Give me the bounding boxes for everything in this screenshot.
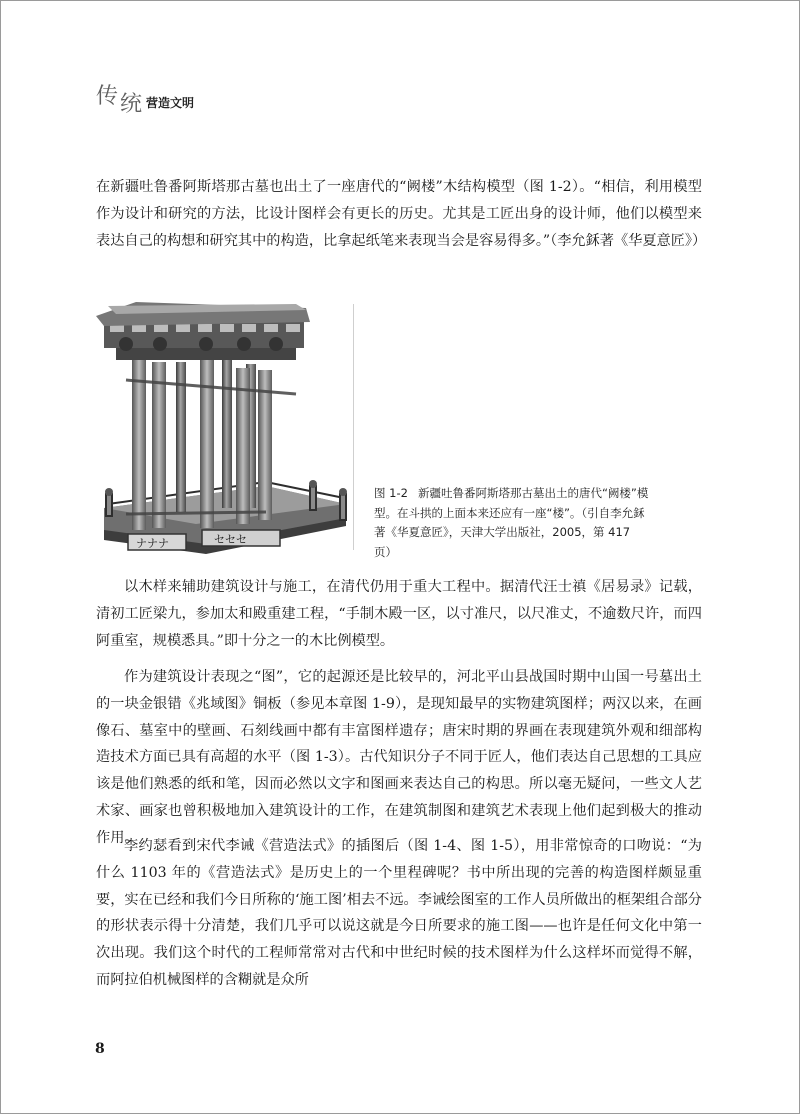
page-number: 8 [95, 1041, 105, 1057]
header-title-char-1: 传 [96, 84, 119, 109]
paragraph-2: 以木样来辅助建筑设计与施工，在清代仍用于重大工程中。据清代汪士禛《居易录》记载，清初工匠梁九，参加太和殿重建工程，“手制木殿一区，以寸准尺，以尺准丈，不逾数尺许，而四阿重室，规模悉具。”即十分之一的木比例模型。 [96, 579, 702, 649]
plaque-right-text: セセセ [214, 533, 247, 546]
paragraph-3: 作为建筑设计表现之“图”，它的起源还是比较早的，河北平山县战国时期中山国一号墓出土的一块金银错《兆域图》铜板（参见本章图 1-9），是现知最早的实物建筑图样；两汉以来，在画像石、墓室中的壁画、石刻线画中都有丰富图样遗存；唐宋时期的界画在表现建筑外观和细部构造技术方面已具有高超的水平（图 1-3）。古代知识分子不同于匠人，他们表达自己思想的工具应该是他们熟悉的纸和笔，因而必然以文字和图画来表达自己的构思。所以毫无疑问，一些文人艺术家、画家也曾积极地加入建筑设计的工作，在建筑制图和建筑艺术表现上他们起到极大的推动作用。 [96, 669, 702, 846]
figure-que-lou-model [96, 298, 358, 560]
header-subtitle: 营造文明 [146, 96, 195, 110]
figure-caption [374, 484, 650, 562]
figure-number: 图 1-2 [374, 486, 408, 500]
model-photo [96, 298, 358, 560]
figure-caption-text: 新疆吐鲁番阿斯塔那古墓出土的唐代“阙楼”模型。在斗拱的上面本来还应有一座“楼”。（引自李允鉌著《华夏意匠》，天津大学出版社，2005，第 417 页） [374, 486, 649, 559]
figure-divider-line [353, 304, 354, 550]
plaque-left-text: ナナナ [136, 537, 169, 550]
paragraph-1: 在新疆吐鲁番阿斯塔那古墓也出土了一座唐代的“阙楼”木结构模型（图 1-2）。“相信，利用模型作为设计和研究的方法，比设计图样会有更长的历史。尤其是工匠出身的设计师，他们以模型来表达自己的构想和研究其中的构造，比拿起纸笔来表现当会是容易得多。”（李允鉌著《华夏意匠》） [96, 179, 707, 249]
paragraph-4: 李约瑟看到宋代李诫《营造法式》的插图后（图 1-4、图 1-5），用非常惊奇的口吻说：“为什么 1103 年的《营造法式》是历史上的一个里程碑呢？书中所出现的完善的构造图样颇显重要，实在已经和我们今日所称的‘施工图’相去不远。李诫绘图室的工作人员所做出的框架组合部分的形状表示得十分清楚，我们几乎可以说这就是今日所要求的施工图——也许是任何文化中第一次出现。我们这个时代的工程师常常对古代和中世纪时候的技术图样为什么这样坏而觉得不解，而阿拉伯机械图样的含糊就是众所 [96, 838, 702, 988]
header-title-char-2: 统 [120, 92, 143, 117]
running-header [96, 76, 195, 117]
